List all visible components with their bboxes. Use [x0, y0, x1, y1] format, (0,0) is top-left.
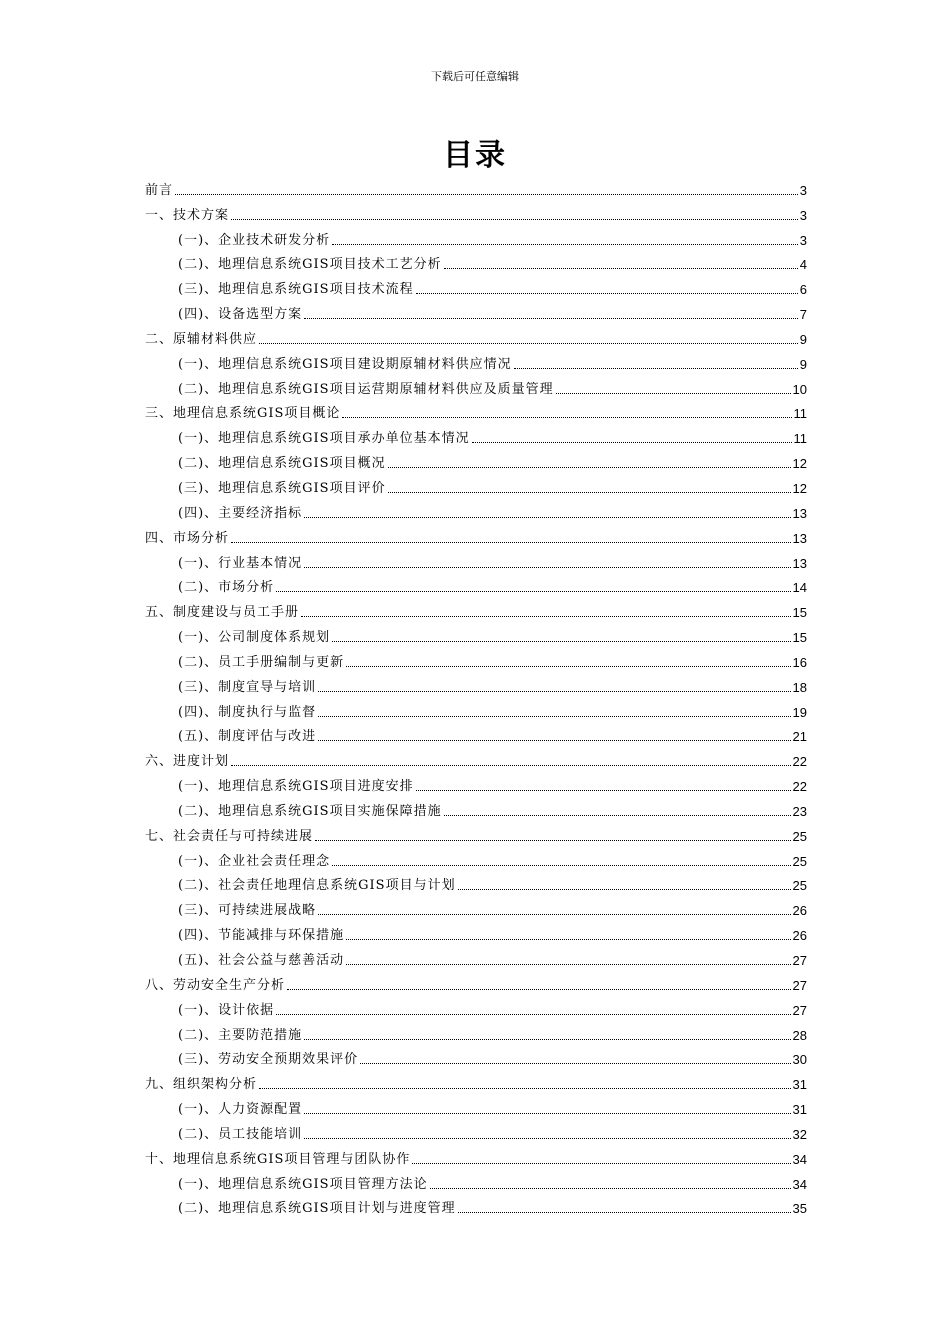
toc-page-number: 21	[792, 729, 807, 745]
toc-entry-text: (一)、企业技术研发分析	[178, 232, 331, 248]
toc-entry-text: (一)、企业社会责任理念	[178, 853, 331, 869]
toc-section-entry[interactable]	[145, 424, 807, 449]
toc-dot-leader	[231, 765, 791, 766]
toc-page-number: 26	[792, 903, 807, 919]
toc-entry-text: 四、市场分析	[145, 530, 230, 546]
toc-page-number: 27	[792, 977, 807, 993]
toc-page-number: 30	[792, 1052, 807, 1068]
toc-chapter-entry[interactable]	[145, 1145, 807, 1170]
toc-dot-leader	[458, 1212, 791, 1213]
toc-entry-text: (一)、人力资源配置	[178, 1102, 303, 1118]
toc-section-entry[interactable]	[145, 673, 807, 698]
toc-page-number: 27	[792, 953, 807, 968]
toc-page-number: 22	[792, 779, 807, 795]
toc-dot-leader	[332, 865, 790, 866]
toc-page-number: 7	[799, 307, 807, 323]
toc-page-number: 25	[792, 878, 807, 894]
toc-entry-text: (三)、制度宣导与培训	[178, 679, 317, 695]
page-header-note: 下载后可任意编辑	[431, 70, 519, 83]
toc-dot-leader	[304, 1113, 790, 1114]
toc-section-entry[interactable]	[145, 251, 807, 276]
toc-entry-text: (三)、劳动安全预期效果评价	[178, 1052, 359, 1068]
toc-entry-text: (二)、地理信息系统GIS项目概况	[178, 456, 386, 472]
toc-section-entry[interactable]	[145, 797, 807, 822]
toc-dot-leader	[346, 964, 790, 965]
toc-chapter-entry[interactable]	[145, 747, 807, 772]
toc-entry-text: 九、组织架构分析	[145, 1077, 258, 1093]
toc-entry-text: (一)、地理信息系统GIS项目进度安排	[178, 779, 414, 795]
toc-dot-leader	[318, 691, 790, 692]
toc-entry-text: (四)、节能减排与环保措施	[178, 928, 345, 944]
toc-page-number: 4	[799, 257, 807, 273]
toc-page-number: 18	[792, 679, 807, 695]
toc-entry-text: (二)、员工技能培训	[178, 1126, 303, 1142]
toc-entry-text: (四)、主要经济指标	[178, 505, 303, 521]
toc-page-number: 34	[792, 1176, 807, 1192]
toc-section-entry[interactable]	[145, 648, 807, 673]
toc-dot-leader	[444, 815, 791, 816]
toc-page-number: 15	[792, 605, 807, 621]
toc-page-number: 3	[799, 232, 807, 248]
toc-page-number: 35	[792, 1201, 807, 1217]
toc-page-number: 9	[799, 331, 807, 347]
toc-entry-text: (五)、社会公益与慈善活动	[178, 953, 345, 968]
toc-dot-leader	[318, 740, 790, 741]
toc-section-entry[interactable]	[145, 1170, 807, 1195]
toc-section-entry[interactable]	[145, 474, 807, 499]
toc-dot-leader	[472, 442, 792, 443]
toc-page-number: 23	[792, 803, 807, 819]
toc-page-number: 12	[792, 456, 807, 472]
toc-page-number: 6	[799, 282, 807, 298]
toc-dot-leader	[304, 1039, 790, 1040]
toc-dot-leader	[388, 467, 791, 468]
toc-entry-text: (一)、设计依据	[178, 1002, 275, 1018]
toc-dot-leader	[276, 591, 790, 592]
toc-page-number: 25	[792, 828, 807, 844]
toc-dot-leader	[315, 840, 791, 841]
toc-section-entry[interactable]	[145, 698, 807, 723]
toc-dot-leader	[412, 1163, 790, 1164]
toc-entry-text: 十、地理信息系统GIS项目管理与团队协作	[145, 1151, 411, 1167]
toc-dot-leader	[360, 1063, 790, 1064]
toc-entry-text: (一)、地理信息系统GIS项目建设期原辅材料供应情况	[178, 356, 512, 372]
toc-page-number: 13	[792, 530, 807, 546]
toc-page-number: 14	[792, 580, 807, 596]
toc-entry-text: (三)、地理信息系统GIS项目技术流程	[178, 282, 414, 298]
toc-entry-text: (三)、地理信息系统GIS项目评价	[178, 480, 386, 496]
toc-dot-leader	[346, 666, 790, 667]
toc-section-entry[interactable]	[145, 921, 807, 946]
toc-page-number: 31	[792, 1077, 807, 1093]
toc-section-entry[interactable]	[145, 275, 807, 300]
toc-dot-leader	[342, 417, 791, 418]
toc-section-entry[interactable]	[145, 1046, 807, 1071]
toc-chapter-entry[interactable]	[145, 971, 807, 996]
toc-entry-text: 一、技术方案	[145, 207, 230, 223]
toc-dot-leader	[231, 542, 791, 543]
toc-dot-leader	[318, 914, 790, 915]
toc-entry-text: (二)、员工手册编制与更新	[178, 654, 345, 670]
toc-dot-leader	[332, 244, 798, 245]
toc-page-number: 16	[792, 654, 807, 670]
toc-dot-leader	[304, 1138, 790, 1139]
toc-page-number: 27	[792, 1002, 807, 1018]
toc-section-entry[interactable]	[145, 996, 807, 1021]
toc-dot-leader	[332, 641, 790, 642]
toc-page-number: 9	[799, 356, 807, 372]
toc-section-entry[interactable]	[145, 449, 807, 474]
toc-entry-text: (二)、地理信息系统GIS项目计划与进度管理	[178, 1201, 456, 1217]
toc-page-number: 13	[792, 505, 807, 521]
toc-dot-leader	[430, 1188, 791, 1189]
toc-section-entry[interactable]	[145, 772, 807, 797]
toc-page-number: 32	[792, 1126, 807, 1142]
toc-entry-text: (一)、地理信息系统GIS项目管理方法论	[178, 1176, 428, 1192]
toc-chapter-entry[interactable]	[145, 400, 807, 425]
toc-entry-text: (一)、公司制度体系规划	[178, 630, 331, 646]
toc-dot-leader	[556, 393, 791, 394]
toc-dot-leader	[259, 1088, 791, 1089]
toc-page-number: 3	[799, 182, 807, 198]
toc-dot-leader	[276, 1014, 790, 1015]
toc-page-number: 12	[792, 480, 807, 496]
toc-page-number: 31	[792, 1102, 807, 1118]
toc-entry-text: (三)、可持续进展战略	[178, 903, 317, 919]
toc-section-entry[interactable]	[145, 946, 807, 971]
toc-page-number: 10	[792, 381, 807, 397]
toc-section-entry[interactable]	[145, 896, 807, 921]
toc-dot-leader	[287, 989, 791, 990]
toc-entry-text: 五、制度建设与员工手册	[145, 605, 300, 621]
toc-page-number: 34	[792, 1151, 807, 1167]
toc-entry-text: (二)、地理信息系统GIS项目运营期原辅材料供应及质量管理	[178, 381, 554, 397]
toc-dot-leader	[304, 517, 790, 518]
toc-dot-leader	[304, 567, 790, 568]
toc-entry-text: (四)、制度执行与监督	[178, 704, 317, 720]
toc-chapter-entry[interactable]	[145, 176, 807, 201]
toc-section-entry[interactable]	[145, 226, 807, 251]
toc-page-number: 11	[793, 431, 807, 447]
toc-entry-text: (一)、地理信息系统GIS项目承办单位基本情况	[178, 431, 470, 447]
toc-entry-text: (二)、市场分析	[178, 580, 275, 596]
toc-entry-text: (二)、地理信息系统GIS项目技术工艺分析	[178, 257, 442, 273]
toc-dot-leader	[388, 492, 791, 493]
toc-entry-text: (五)、制度评估与改进	[178, 729, 317, 745]
toc-section-entry[interactable]	[145, 1021, 807, 1046]
toc-section-entry[interactable]	[145, 499, 807, 524]
toc-section-entry[interactable]	[145, 1120, 807, 1145]
toc-dot-leader	[416, 293, 798, 294]
toc-title: 目录	[443, 138, 507, 173]
toc-chapter-entry[interactable]	[145, 1070, 807, 1095]
toc-page-number: 28	[792, 1027, 807, 1043]
toc-page-number: 13	[792, 555, 807, 571]
toc-entry-text: (二)、地理信息系统GIS项目实施保障措施	[178, 803, 442, 819]
toc-dot-leader	[458, 889, 791, 890]
toc-section-entry[interactable]	[145, 1195, 807, 1220]
toc-dot-leader	[514, 368, 798, 369]
toc-page-number: 19	[792, 704, 807, 720]
toc-section-entry[interactable]	[145, 574, 807, 599]
toc-section-entry[interactable]	[145, 375, 807, 400]
toc-dot-leader	[444, 268, 798, 269]
toc-entry-text: 八、劳动安全生产分析	[145, 977, 286, 993]
toc-dot-leader	[416, 790, 791, 791]
toc-page-number: 15	[792, 630, 807, 646]
toc-section-entry[interactable]	[145, 1095, 807, 1120]
toc-entry-text: 二、原辅材料供应	[145, 331, 258, 347]
toc-section-entry[interactable]	[145, 300, 807, 325]
toc-entry-text: (二)、主要防范措施	[178, 1027, 303, 1043]
toc-dot-leader	[346, 939, 790, 940]
toc-chapter-entry[interactable]	[145, 201, 807, 226]
toc-entry-text: 前言	[145, 182, 174, 198]
toc-dot-leader	[175, 194, 798, 195]
toc-section-entry[interactable]	[145, 723, 807, 748]
toc-dot-leader	[304, 318, 798, 319]
toc-dot-leader	[318, 716, 790, 717]
toc-dot-leader	[259, 343, 798, 344]
toc-section-entry[interactable]	[145, 847, 807, 872]
toc-dot-leader	[231, 219, 798, 220]
toc-entry-text: (一)、行业基本情况	[178, 555, 303, 571]
toc-page-number: 25	[792, 853, 807, 869]
toc-chapter-entry[interactable]	[145, 598, 807, 623]
toc-entry-text: 六、进度计划	[145, 754, 230, 770]
toc-section-entry[interactable]	[145, 350, 807, 375]
toc-entry-text: 三、地理信息系统GIS项目概论	[145, 406, 341, 422]
toc-page-number: 11	[793, 406, 807, 422]
toc-section-entry[interactable]	[145, 623, 807, 648]
toc-section-entry[interactable]	[145, 872, 807, 897]
toc-chapter-entry[interactable]	[145, 822, 807, 847]
toc-page-number: 26	[792, 928, 807, 944]
toc-section-entry[interactable]	[145, 549, 807, 574]
toc-chapter-entry[interactable]	[145, 325, 807, 350]
toc-entry-text: 七、社会责任与可持续进展	[145, 828, 314, 844]
toc-entry-text: (四)、设备选型方案	[178, 307, 303, 323]
toc-chapter-entry[interactable]	[145, 524, 807, 549]
toc-dot-leader	[301, 616, 791, 617]
toc-page-number: 22	[792, 754, 807, 770]
toc-page-number: 3	[799, 207, 807, 223]
toc-entry-text: (二)、社会责任地理信息系统GIS项目与计划	[178, 878, 456, 894]
table-of-contents	[145, 176, 807, 1219]
